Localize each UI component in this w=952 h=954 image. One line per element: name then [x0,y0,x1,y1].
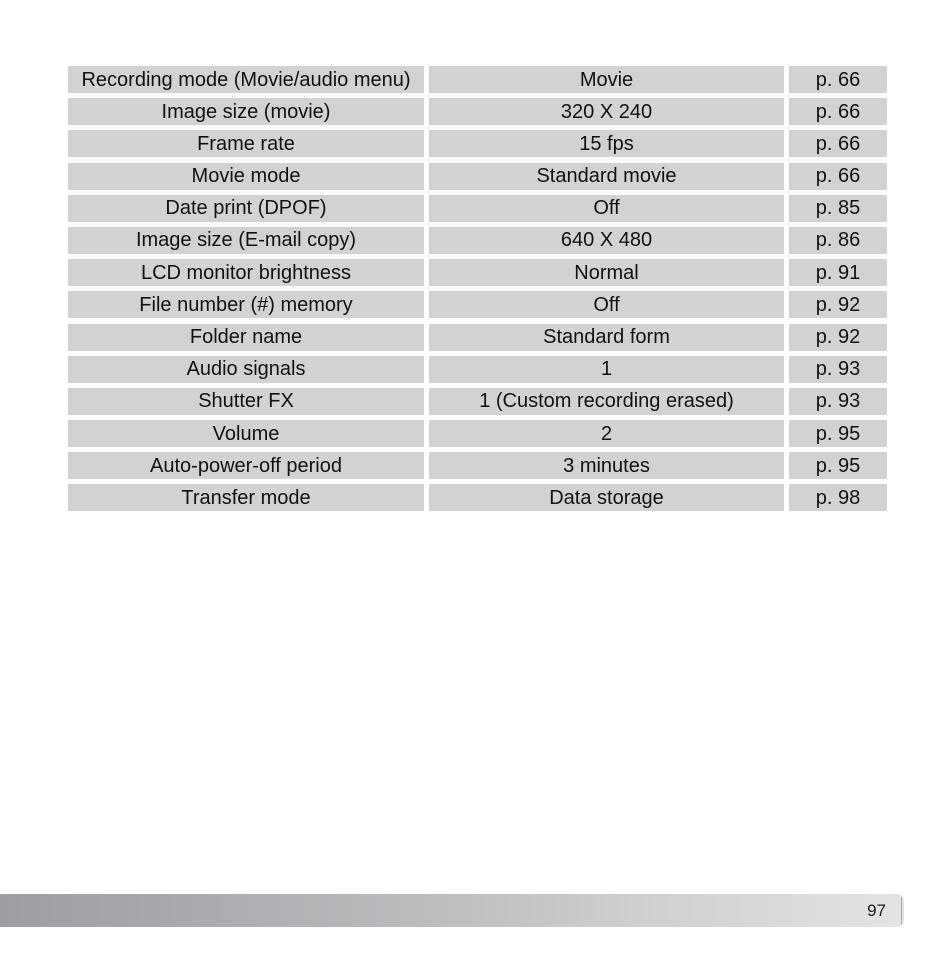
page-number: 97 [867,901,886,920]
page-reference: p. 86 [789,227,887,254]
table-row [68,291,887,318]
table-row [68,324,887,351]
setting-value: 1 (Custom recording erased) [429,388,784,415]
setting-name: Volume [68,420,424,447]
table-row [68,227,887,254]
page-reference: p. 66 [789,66,887,93]
setting-name: LCD monitor brightness [68,259,424,286]
setting-value: 640 X 480 [429,227,784,254]
page-reference: p. 93 [789,356,887,383]
setting-name: Frame rate [68,130,424,157]
setting-value: 1 [429,356,784,383]
page-reference: p. 66 [789,130,887,157]
settings-table [68,66,887,517]
table-row [68,356,887,383]
setting-value: Data storage [429,484,784,511]
page-reference: p. 93 [789,388,887,415]
setting-name: Transfer mode [68,484,424,511]
table-row [68,98,887,125]
setting-value: 320 X 240 [429,98,784,125]
page-reference: p. 92 [789,324,887,351]
table-row [68,130,887,157]
setting-name: Image size (E-mail copy) [68,227,424,254]
table-row [68,163,887,190]
page-reference: p. 91 [789,259,887,286]
page-reference: p. 66 [789,98,887,125]
setting-value: 2 [429,420,784,447]
setting-value: 3 minutes [429,452,784,479]
setting-name: Shutter FX [68,388,424,415]
setting-name: Movie mode [68,163,424,190]
setting-name: Auto-power-off period [68,452,424,479]
footer-bar [0,894,904,927]
setting-value: Normal [429,259,784,286]
setting-name: File number (#) memory [68,291,424,318]
setting-name: Folder name [68,324,424,351]
setting-name: Audio signals [68,356,424,383]
setting-value: Movie [429,66,784,93]
setting-name: Image size (movie) [68,98,424,125]
page-reference: p. 98 [789,484,887,511]
page-reference: p. 95 [789,452,887,479]
setting-value: Off [429,291,784,318]
table-row [68,195,887,222]
table-row [68,66,887,93]
setting-name: Recording mode (Movie/audio menu) [68,66,424,93]
setting-value: Standard movie [429,163,784,190]
setting-name: Date print (DPOF) [68,195,424,222]
table-row [68,259,887,286]
page-reference: p. 92 [789,291,887,318]
setting-value: 15 fps [429,130,784,157]
page-reference: p. 95 [789,420,887,447]
table-row [68,484,887,511]
setting-value: Standard form [429,324,784,351]
table-row [68,388,887,415]
page-reference: p. 85 [789,195,887,222]
table-row [68,452,887,479]
table-row [68,420,887,447]
page-reference: p. 66 [789,163,887,190]
setting-value: Off [429,195,784,222]
